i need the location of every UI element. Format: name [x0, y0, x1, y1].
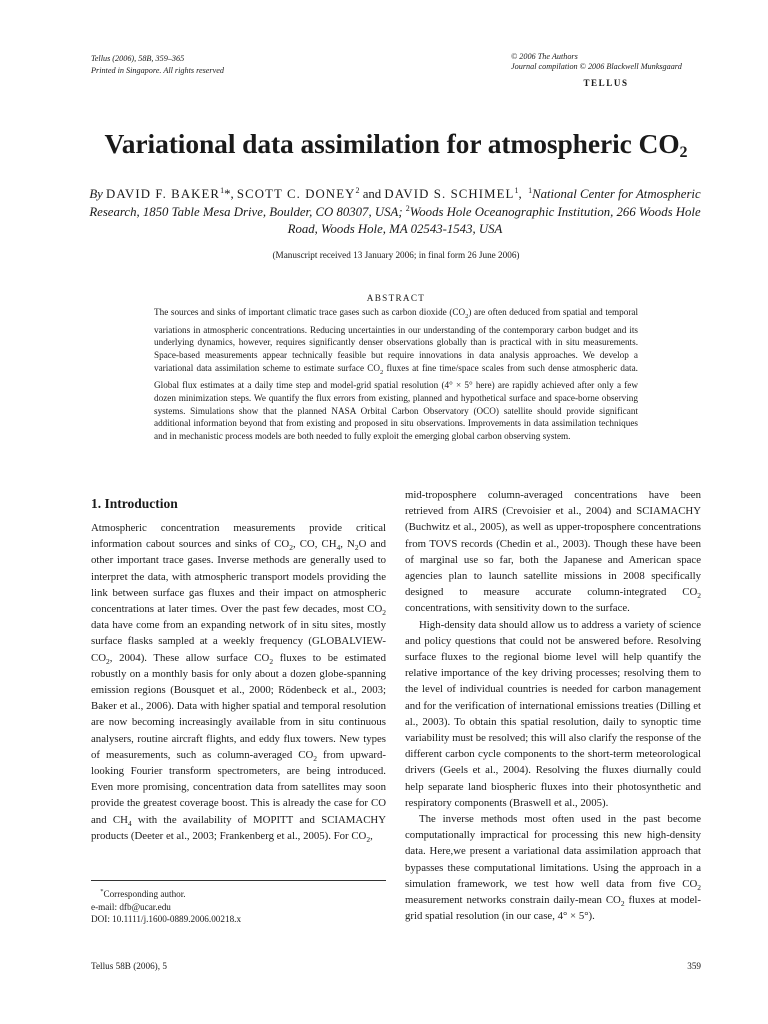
copyright-line: © 2006 The Authors [511, 52, 578, 61]
text-run: , 2004). These allow surface CO [109, 651, 270, 664]
abstract-part-2: ) are often deduced from spatial and temporal variations in atmospheric concentrations. Reducing uncertainties in our understanding of the contemporary carbon budget and its underlying dynamics, however, requires significantly denser observations globally than is practical with in situ measurements. Space-based measurements appear technically feasible but require innovations in data analysis approaches. We develop a variational data assimilation scheme to estimate surface CO [154, 307, 639, 373]
page-number: 359 [687, 961, 701, 971]
subscript: 2 [697, 591, 701, 601]
citation-line: Tellus (2006), 58B, 359–365 [91, 54, 185, 63]
running-header-right [511, 52, 682, 72]
journal-name: TELLUS [583, 78, 629, 88]
text-run: O and other important trace gases. Inverse methods are generally used to interpret the data, with atmospheric transport models providing the link between surface gas fluxes and their impact on atmospheric concentrations at later times. Over the past few decades, most CO [91, 538, 387, 616]
text-run: Atmospheric concentration measurements provide critical information cabout sources and sinks of CO [91, 522, 386, 551]
section-heading: 1. Introduction [91, 496, 178, 511]
author-3-affiliation: 1 [514, 186, 519, 195]
compilation-line: Journal compilation © 2006 Blackwell Munksgaard [511, 62, 682, 71]
footer-journal: Tellus 58B (2006), 5 [91, 961, 167, 971]
intro-paragraph-2: High-density data should allow us to address a variety of science and policy questions that could not be answered before. Resolving surface fluxes to the regional biome level will help quantify the relative importance of the key driving processes; resolving them to the level of individual countries is needed for carbon management and for the verification of international emissions treaties (Dilling et al., 2003). To obtain this spatial resolution, daily to synoptic time variability must be resolved; this will also clarify the response of the different carbon cycle components to the short-term meteorological drivers (Geels et al., 2004). Resolving the fluxes diurnally could help separate land biospheric fluxes into their photosynthetic and respiratory components (Braswell et al., 2005). [405, 618, 701, 809]
abstract-heading: ABSTRACT [366, 293, 426, 303]
text-run: , [370, 829, 373, 842]
right-column [405, 487, 701, 924]
text-run: data have come from an expanding network of in situ sites, mostly surface flasks sampled at a weekly frequency (GLOBALVIEW-CO [91, 619, 386, 664]
abstract-body [154, 306, 638, 443]
footnote-text: Corresponding author. [103, 889, 186, 900]
subscript: 2 [354, 543, 359, 553]
subscript: 2 [465, 312, 469, 320]
paper-title [0, 128, 768, 162]
text-run: , CO, CH [292, 538, 337, 551]
author-2-affiliation: 2 [355, 186, 360, 195]
text-run: , N [340, 538, 355, 551]
text-run: measurement networks constrain daily-mean CO [405, 894, 621, 907]
footnote-corresponding [91, 886, 241, 901]
subscript: 2 [380, 368, 384, 376]
affiliation-2: Woods Hole Oceanographic Institution, 266 Woods Hole Road, Woods Hole, MA 02543-1543, USA [287, 204, 701, 236]
text-run: mid-troposphere column-averaged concentrations have been retrieved from AIRS (Crevoisier et al., 2004) and SCIAMACHY (Buchwitz et al., 2005), as well as upper-troposphere concentrations from TOVS records (Chedin et al., 2003). Though these have been of marginal use so far, both the Japanese and American space agencies plan to launch satellite missions in 2008 specifically designed to measure accurate column-integrated CO [405, 489, 701, 599]
author-1: DAVID F. BAKER [106, 187, 221, 201]
abstract-part-3: fluxes at fine time/space scales from such dense atmospheric data. Global flux estimates at a daily time step and model-grid spatial resolution (4° × 5° here) are rapidly achieved after only a few dozen minimization steps. We quantify the flux errors from existing, planned and hypothetical surface and space-borne observing systems. Simulations show that the planned NASA Orbital Carbon Observatory (OCO) satellite should provide significant additional information beyond that from existing and proposed in situ observations. Improvements in data assimilation techniques and in mechanistic process models are both needed to fully exploit the emerging global carbon observing system. [154, 362, 638, 441]
text-run: with the availability of MOPITT and SCIAMACHY products (Deeter et al., 2003; Frankenberg et al., 2005). For CO [91, 813, 387, 842]
subscript: 2 [289, 543, 293, 553]
subscript: 4 [127, 818, 132, 828]
abstract-part-1: The sources and sinks of important climatic trace gases such as carbon dioxide (CO [154, 307, 466, 317]
footnote-mark: * [100, 888, 104, 895]
subscript: 2 [697, 883, 701, 893]
manuscript-dates: (Manuscript received 13 January 2006; in final form 26 June 2006) [272, 250, 520, 260]
subscript: 2 [366, 835, 371, 845]
footnote [91, 886, 241, 926]
author-1-affiliation: 1 [220, 186, 225, 195]
title-subscript: 2 [679, 144, 688, 161]
corresponding-mark: * [224, 187, 231, 201]
affiliation-1: National Center for Atmospheric Research, 1850 Table Mesa Drive, Boulder, CO 80307, USA; [89, 187, 701, 219]
text-run: fluxes to be estimated robustly on a monthly basis for only about a dozen globe-spanning emission regions (Bousquet et al., 2000; Rödenbeck et al., 2003; Baker et al., 2006). Data with higher spatial and temporal resolution are now becoming increasingly available from in situ continuous analysers, routine aircraft flights, and eddy flux towers. New types of measurements, such as column-averaged CO [91, 651, 386, 761]
affiliation-2-mark: 2 [405, 203, 410, 213]
and-word: and [362, 187, 382, 201]
subscript: 2 [269, 656, 274, 666]
subscript: 2 [106, 656, 110, 666]
subscript: 4 [336, 543, 341, 553]
text-run: The inverse methods most often used in the past become computationally impractical for processing this new high-density data. Here,we present a variational data assimilation approach that bypasses these computational limitations. Using the approach in a simulation framework, we test how well data from five CO [405, 813, 701, 890]
by-word: By [89, 187, 103, 201]
affiliation-1-mark: 1 [528, 186, 533, 195]
footnote-divider [91, 880, 386, 881]
author-2: SCOTT C. DONEY [236, 187, 356, 201]
text-run: fluxes at model-grid spatial resolution (in our case, 4° × 5°). [405, 894, 701, 923]
subscript: 2 [620, 899, 625, 909]
left-column [91, 520, 386, 844]
printing-note: Printed in Singapore. All rights reserved [91, 66, 224, 75]
subscript: 2 [382, 608, 386, 618]
text-run: from upward-looking Fourier transform spectrometers, are being introduced. Even more promising, concentration data from satellites may soon provide the greatest coverage boost. This is already the case for CO and CH [91, 748, 386, 826]
running-header-left [91, 53, 224, 77]
footnote-doi: DOI: 10.1111/j.1600-0889.2006.00218.x [91, 914, 242, 925]
text-run: concentrations, with sensitivity down to the surface. [405, 602, 630, 615]
intro-paragraph-3 [405, 811, 701, 924]
intro-paragraph-continued [405, 487, 701, 617]
author-block: By DAVID F. BAKER$^1$*, SCOTT C. DONEY$^2$ and DAVID S. SCHIMEL$^1$, $^1$National Center for Atmospheric Research, 1850 Table Mesa Drive, Boulder, CO 80307, USA; $^2$Woods Hole Oceanographic Institution, 266 Woods Hole Road, Woods Hole, MA 02543-1543, USA [89, 186, 701, 236]
intro-paragraph-1 [91, 520, 386, 844]
subscript: 2 [313, 754, 317, 763]
title-text: Variational data assimilation for atmospheric CO [104, 128, 680, 159]
author-3: DAVID S. SCHIMEL [384, 187, 515, 201]
footnote-email: e-mail: dfb@ucar.edu [91, 901, 171, 912]
